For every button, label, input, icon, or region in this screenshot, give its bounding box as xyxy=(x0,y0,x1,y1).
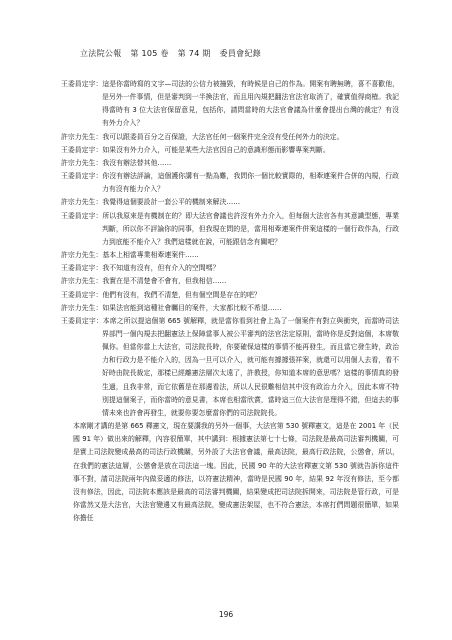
section-label: 委員會紀錄 xyxy=(219,49,262,58)
speaker-name: 許宗力先生： xyxy=(61,132,103,141)
transcript-entry xyxy=(61,315,399,420)
transcript-entry xyxy=(61,289,399,302)
transcript-entry xyxy=(61,210,399,249)
speaker-name: 王委員定宇： xyxy=(61,211,103,220)
transcript-entry xyxy=(61,196,399,209)
transcript-entry xyxy=(61,131,399,144)
transcript-entry xyxy=(61,157,399,170)
speech-text: 本席剛才講的是第 665 釋憲文，現在要講我的另外一個事，大法官第 530 號釋憲文，這是在 2001 年（民國 91 年）做出來的解釋，內容很簡單，其中講到：根據憲法第七十七條，司法院是最高司法審判機關，可是實上司法院變成最高的司法行政機關，另外設了大法官會議，最高法院，最高行政法院，公懲會，所以，在我們的憲法這層，公懲會是放在司法這一塊。因此，民國 90 年的大法官釋憲文第 530 號就告訴你這件事不對，請司法院兩年內做妥適的修法，以符憲法精神，當時是民國 90 年，結果 92 年沒有修法，至今都沒有修法，因此，司法院本應該是最高的司法審判機關，結果變成把司法院拆開來，司法院是管行政，可是你當然又是大法官，大法官變邊又有最高法院，變成憲法架屋，也不符合憲法，本席打們問題很簡單，如果你擔任 xyxy=(73,422,399,523)
speech-text: 這是你當時寫的文字—司法的公信力被撞毀，有時候是自己的作為。開案有聘無聘，喜不喜歡他，是另外一件事情，但是審判到一半換法官，而且用內規把翻法官法官取消了，確實值得商榷。我記得當時有 3 位大法官保留意見，包括你，請問當時的大法官會議為什麼會提出台灣的裁定？有沒有外力介入？ xyxy=(102,80,399,128)
transcript-entry xyxy=(61,420,399,525)
transcript-entry xyxy=(61,275,399,288)
journal-title: 立法院公報 xyxy=(80,49,122,58)
speech-text: 我可以跟委員百分之百保證，大法官任何一個案件完全沒有受任何外力的決定。 xyxy=(102,132,344,141)
speaker-name: 王委員定宇： xyxy=(61,290,103,299)
page-number: 196 xyxy=(218,610,234,619)
issue-label: 第 74 期 xyxy=(177,49,211,58)
speech-text: 我沒有辦法替其他…… xyxy=(102,158,172,167)
speaker-name: 許宗力先生： xyxy=(61,251,103,260)
transcript-entry xyxy=(61,78,399,131)
speech-text: 你沒有辦法評論，這個護你講有一點為難，我問你一個比較實際的，相牽連案件合併的內規，行政力有沒有能力介入？ xyxy=(102,172,399,194)
speaker-name: 王委員定宇： xyxy=(61,172,103,181)
speech-text: 所以我原來是有機制在的？即大法官會議也許沒有外力介入，但每個大法官各有其意識型態，專業判斷，所以你不評論你的同事，但我現在問的是，當用相牽連案件併案這樣的一個行政作為，行政力到底能不能介入？我們這樣就在說，可能跟信念有關吧？ xyxy=(102,211,399,246)
speaker-name: 許宗力先生： xyxy=(61,277,103,286)
speech-text: 基本上相當專業相牽連案件…… xyxy=(102,251,199,260)
transcript-entry xyxy=(61,170,399,196)
speaker-name: 王委員定宇： xyxy=(61,80,103,88)
transcript-body xyxy=(61,78,399,525)
speech-text: 我實在是不清楚會不會有，但我相信…… xyxy=(102,277,227,286)
speech-text: 我覺得這個要設計一套公平的機制來解決…… xyxy=(102,198,241,207)
speech-text: 本席之所以提這個第 665 號解釋，就是當你看到社會上為了一個案件有對立與衝突，而當時司法界部門一個內規去把翻憲法上保障當事人被公平審判的法官法定原則，當時你是反對這個，本席敬佩你。但當你當上大法官，司法院長時，你要確保這樣的事情不能再發生，而且當它發生時，政治力和行政力是不能介入的，因為一旦可以介入，就可能有據據張祥案，就還可以用個人去看，看不好時由院長裁定，那樣已經離憲法層次太遠了，許教授，你知道本席的意思嗎？這樣的事情真的發生過，且我非常，而它依舊是在那邊看法，所以人民很難相信其中沒有政治力介入，因此本席不特別提這個案子，而你當時的意見書，本席也相當欣賞，當時這三位大法官是理得不錯，但這去的事情未來也許會再發生，就要你要怎麼當你們的司法院院長。 xyxy=(102,316,400,417)
transcript-entry xyxy=(61,262,399,275)
speech-text: 如果法官能到這種社會矚目的案件，大家都比較不希望…… xyxy=(102,303,282,312)
speaker-name: 王委員定宇： xyxy=(61,316,103,325)
volume-label: 第 105 卷 xyxy=(130,49,169,58)
speaker-name: 王委員定宇： xyxy=(61,145,103,154)
speech-text: 他們有沒有，我們不清楚，但有個空間是存在的吧？ xyxy=(102,290,261,299)
speech-text: 我不知道有沒有，但有介入的空間嗎？ xyxy=(102,264,220,273)
transcript-entry xyxy=(61,302,399,315)
speaker-name: 許宗力先生： xyxy=(61,158,103,167)
page-header xyxy=(80,48,267,59)
speaker-name: 王委員定宇： xyxy=(61,264,103,273)
speaker-name: 許宗力先生： xyxy=(61,198,103,207)
speaker-name: 許宗力先生： xyxy=(61,303,103,312)
transcript-entry xyxy=(61,144,399,157)
transcript-entry xyxy=(61,249,399,262)
speech-text: 如果沒有外力介入，可能是某些大法官因自己的意識形態而影響專案判斷。 xyxy=(102,145,330,154)
